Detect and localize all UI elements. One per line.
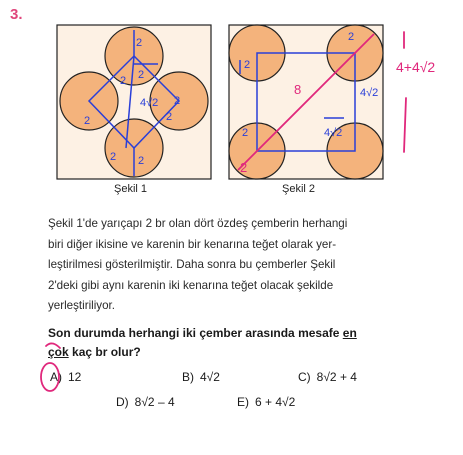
margin-note: 4+4√2 bbox=[396, 59, 436, 75]
question-cok: çok bbox=[48, 345, 69, 359]
option-letter: C) bbox=[298, 370, 311, 384]
problem-text bbox=[48, 214, 400, 317]
fig1-side-label: 4√2 bbox=[140, 97, 159, 109]
option-value: 8√2 – 4 bbox=[134, 395, 175, 409]
svg-text:2: 2 bbox=[138, 69, 145, 81]
option-value: 4√2 bbox=[200, 370, 220, 384]
paragraph-line: 2'deki gibi aynı karenin iki kenarına teğet olacak şekilde bbox=[48, 278, 334, 292]
option-e[interactable] bbox=[237, 395, 295, 409]
option-a[interactable] bbox=[50, 370, 81, 384]
option-value: 12 bbox=[68, 370, 82, 384]
option-d[interactable] bbox=[116, 395, 175, 409]
fig2-side-label-bottom: 4√2 bbox=[324, 127, 343, 139]
svg-text:2: 2 bbox=[242, 127, 249, 139]
figure-2-diagram bbox=[228, 24, 384, 180]
figure-1-caption: Şekil 1 bbox=[114, 183, 148, 195]
svg-text:2: 2 bbox=[84, 115, 91, 127]
figure-2-caption: Şekil 2 bbox=[282, 183, 316, 195]
svg-text:2: 2 bbox=[120, 75, 127, 87]
option-letter: B) bbox=[182, 370, 194, 384]
paragraph-line: yerleştiriliyor. bbox=[48, 299, 115, 312]
option-value: 8√2 + 4 bbox=[316, 370, 357, 384]
option-letter: D) bbox=[116, 395, 129, 409]
svg-text:2: 2 bbox=[110, 151, 117, 163]
fig2-side-label: 4√2 bbox=[360, 87, 379, 99]
question-en: en bbox=[342, 326, 357, 340]
svg-text:2: 2 bbox=[174, 95, 181, 107]
option-c[interactable] bbox=[298, 370, 357, 384]
option-letter: A) bbox=[50, 370, 62, 384]
option-b[interactable] bbox=[182, 370, 220, 384]
question-number: 3. bbox=[10, 6, 23, 23]
paragraph-line: leştirilmesi gösterilmiştir. Daha sonra bu çemberler Şekil bbox=[48, 258, 336, 271]
question-line2: kaç br olur? bbox=[68, 345, 141, 359]
svg-text:2: 2 bbox=[166, 111, 173, 123]
svg-text:2: 2 bbox=[240, 160, 248, 175]
option-letter: E) bbox=[237, 395, 249, 409]
svg-text:2: 2 bbox=[136, 37, 143, 49]
question-line1: Son durumda herhangi iki çember arasında mesafe bbox=[48, 326, 343, 340]
fig2-diagonal-label: 8 bbox=[294, 82, 302, 97]
question-text bbox=[48, 324, 400, 362]
svg-text:2: 2 bbox=[244, 59, 251, 71]
svg-text:2: 2 bbox=[348, 31, 355, 43]
paragraph-line: biri diğer ikisine ve karenin bir kenarına teğet olarak yer- bbox=[48, 237, 337, 251]
figure-1-diagram bbox=[56, 24, 212, 180]
paragraph-line: Şekil 1'de yarıçapı 2 br olan dört özdeş çemberin herhangi bbox=[48, 217, 348, 230]
svg-text:2: 2 bbox=[138, 155, 145, 167]
option-value: 6 + 4√2 bbox=[255, 395, 296, 409]
